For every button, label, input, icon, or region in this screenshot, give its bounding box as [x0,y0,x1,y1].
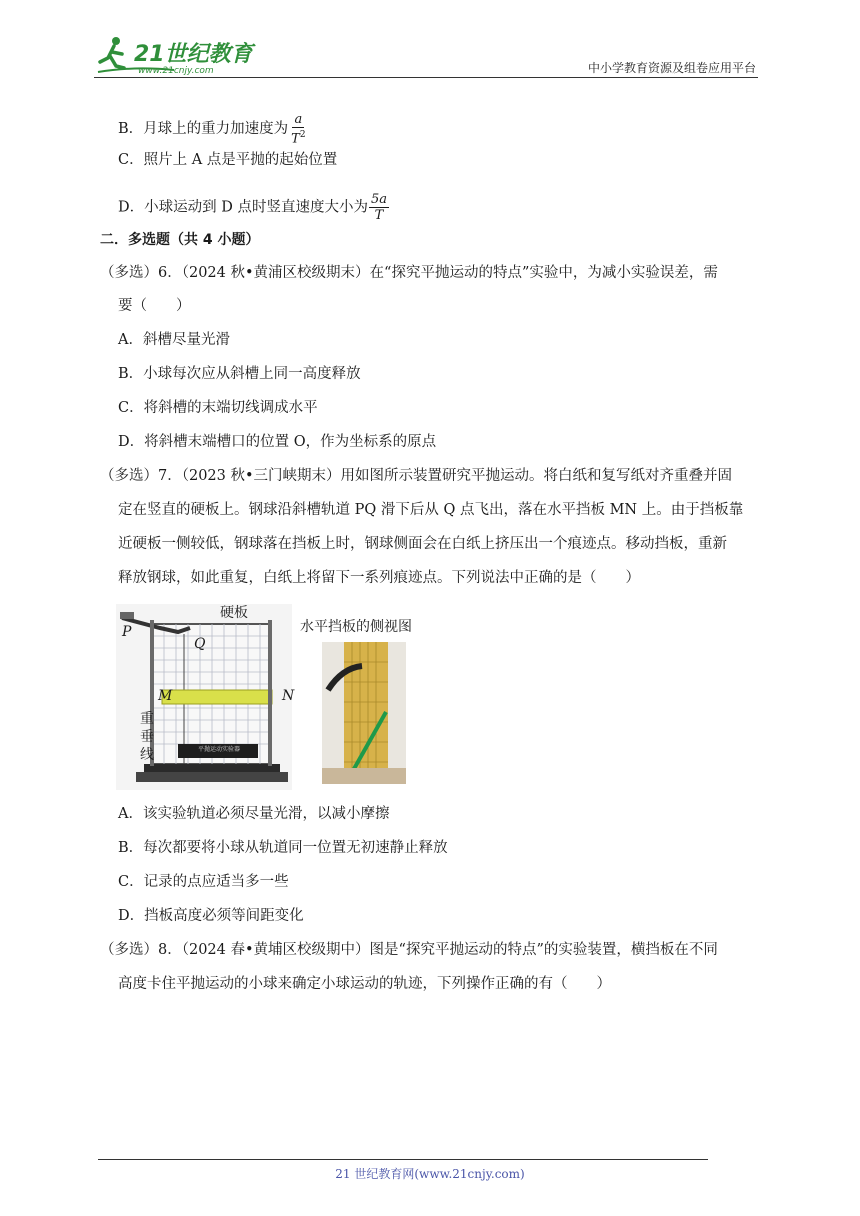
section-title-multiple-choice: 二．多选题（共 4 小题） [100,232,260,248]
q7-option-c: C．记录的点应适当多一些 [118,874,289,890]
label-m: M [158,688,173,704]
q7-stem-line3: 近硬板一侧较低，钢球落在挡板上时，钢球侧面会在白纸上挤压出一个痕迹点。移动挡板，重新 [118,536,727,552]
footer-site-link[interactable]: 21 世纪教育网(www.21cnjy.com) [335,1167,525,1181]
q7-option-d: D．挡板高度必须等间距变化 [118,908,304,924]
header-platform-name: 中小学教育资源及组卷应用平台 [587,61,756,75]
q7-option-a: A．该实验轨道必须尽量光滑，以减小摩擦 [118,806,390,822]
baffle-side-view [296,612,446,788]
q6-option-a: A．斜槽尽量光滑 [118,332,230,348]
q6-option-b: B．小球每次应从斜槽上同一高度释放 [118,366,361,382]
label-plumb-2: 垂 [140,729,154,745]
logo-main-text: 21世纪教育 [134,42,253,67]
q8-stem-line1: （多选）8．（2024 春•黄埔区校级期中）图是“探究平抛运动的特点”的实验装置，横挡板在不同 [100,942,718,958]
label-plumb-3: 线 [140,747,154,763]
label-q: Q [194,636,206,652]
q6-option-c: C．将斜槽的末端切线调成水平 [118,400,318,416]
logo-sub-text: www.21cnjy.com [138,66,214,76]
label-n: N [282,688,295,704]
q7-stem-line1: （多选）7．（2023 秋•三门峡期末）用如图所示装置研究平抛运动。将白纸和复写纸对齐重叠并固 [100,468,733,484]
q6-stem-line1: （多选）6．（2024 秋•黄浦区校级期末）在“探究平抛运动的特点”实验中，为减小实验误差，需 [100,265,718,281]
apparatus-plate-label: 平抛运动实验器 [198,746,241,753]
side-view-title: 水平挡板的侧视图 [300,619,412,635]
q7-option-b: B．每次都要将小球从轨道同一位置无初速静止释放 [118,840,448,856]
fraction-5a-over-t: $\frac{5a}{T}$ [370,192,387,223]
q5-option-c: C．照片上 A 点是平抛的起始位置 [118,152,338,168]
q8-stem-line2: 高度卡住平抛运动的小球来确定小球运动的轨迹，下列操作正确的有（ ） [118,976,611,992]
q5-option-d: D．小球运动到 D 点时竖直速度大小为 $\frac{5a}{T}$ [118,192,387,223]
footer-divider [98,1159,708,1160]
q5-option-b: B．月球上的重力加速度为 $\frac{a}{T^2}$ [118,112,306,147]
fraction-a-over-t2: $\frac{a}{T^2}$ [291,112,306,147]
label-p: P [122,624,132,640]
q7-stem-line2: 定在竖直的硬板上。钢球沿斜槽轨道 PQ 滑下后从 Q 点飞出，落在水平挡板 MN 上。由于挡板靠 [118,502,744,518]
q7-stem-line4: 释放钢球，如此重复，白纸上将留下一系列痕迹点。下列说法中正确的是（ ） [118,570,640,586]
q6-option-d: D．将斜槽末端槽口的位置 O，作为坐标系的原点 [118,434,437,450]
label-plumb-1: 重 [140,711,154,727]
site-logo [94,32,264,76]
label-board: 硬板 [220,605,248,621]
apparatus-photo [116,604,295,790]
q6-stem-line2: 要（ ） [118,298,191,314]
header-divider [94,77,758,78]
